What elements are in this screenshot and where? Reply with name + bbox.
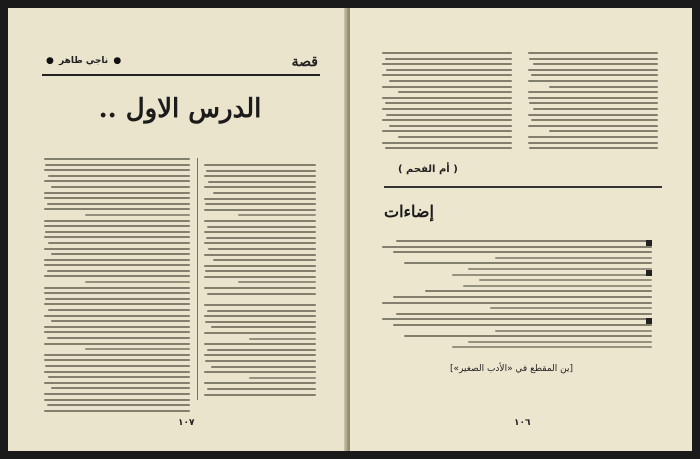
text-line xyxy=(44,303,190,305)
text-line xyxy=(205,360,316,362)
text-line xyxy=(204,242,316,244)
text-line xyxy=(48,376,190,378)
text-line xyxy=(44,264,190,266)
text-line xyxy=(528,125,658,127)
bullet-icon xyxy=(646,270,652,276)
text-line xyxy=(208,248,316,250)
text-line xyxy=(382,86,512,88)
text-line xyxy=(528,142,658,144)
text-line xyxy=(44,326,190,328)
text-line xyxy=(204,371,316,373)
text-line xyxy=(425,290,652,292)
text-line xyxy=(382,142,512,144)
text-line xyxy=(45,164,190,166)
text-line xyxy=(204,220,316,222)
text-line xyxy=(468,341,652,343)
text-line xyxy=(51,320,190,322)
text-line xyxy=(468,268,652,270)
text-line xyxy=(204,332,316,334)
section-heading: إضاءات xyxy=(384,202,434,221)
text-line xyxy=(51,186,190,188)
text-line xyxy=(386,69,512,71)
right-page-text-column-right xyxy=(528,52,658,153)
source-citation: [ين المقطع في «الأدب الصغير»] xyxy=(450,364,573,374)
text-line xyxy=(529,58,658,60)
right-page-text-column-left xyxy=(382,52,512,153)
text-line xyxy=(528,69,658,71)
text-line xyxy=(44,192,190,194)
text-line xyxy=(85,214,190,216)
text-line xyxy=(44,225,190,227)
text-line xyxy=(238,214,316,216)
text-line xyxy=(533,108,658,110)
text-line xyxy=(44,371,190,373)
text-line xyxy=(44,169,190,171)
text-line xyxy=(393,296,652,298)
text-line xyxy=(48,309,190,311)
bullet-icon: ● xyxy=(113,56,122,66)
text-line xyxy=(393,324,652,326)
text-line xyxy=(206,237,316,239)
text-line xyxy=(389,80,513,82)
column-divider xyxy=(197,158,198,400)
text-line xyxy=(44,292,190,294)
text-line xyxy=(549,86,658,88)
text-line xyxy=(207,310,316,312)
text-line xyxy=(528,97,658,99)
text-line xyxy=(204,175,316,177)
text-line xyxy=(206,170,316,172)
text-line xyxy=(208,181,316,183)
text-line xyxy=(528,80,658,82)
text-line xyxy=(44,343,190,345)
text-line xyxy=(495,257,652,259)
text-line xyxy=(531,119,658,121)
text-line xyxy=(382,52,512,54)
text-line xyxy=(44,331,190,333)
text-line xyxy=(204,343,316,345)
text-line xyxy=(204,354,316,356)
text-line xyxy=(204,198,316,200)
text-line xyxy=(549,130,658,132)
story-title: الدرس الاول .. xyxy=(98,94,262,124)
text-line xyxy=(393,251,652,253)
text-line xyxy=(238,281,316,283)
text-line xyxy=(44,180,190,182)
text-line xyxy=(204,265,316,267)
text-line xyxy=(204,209,316,211)
text-line xyxy=(382,119,512,121)
text-line xyxy=(44,382,190,384)
text-line xyxy=(44,248,190,250)
text-line xyxy=(51,387,190,389)
quote-reference: ( أم الفحم ) xyxy=(398,164,458,175)
text-line xyxy=(385,147,512,149)
text-line xyxy=(213,192,316,194)
text-line xyxy=(533,63,658,65)
text-line xyxy=(204,186,316,188)
text-line xyxy=(45,231,190,233)
author-name: ناجي طاهر xyxy=(59,56,109,66)
text-line xyxy=(204,164,316,166)
text-line xyxy=(249,377,316,379)
text-line xyxy=(44,208,190,210)
text-line xyxy=(531,74,658,76)
text-line xyxy=(85,348,190,350)
bullet-icon xyxy=(646,240,652,246)
left-page-text-column-right xyxy=(204,164,316,298)
text-line xyxy=(207,349,316,351)
text-line xyxy=(452,346,652,348)
text-line xyxy=(44,359,190,361)
text-line xyxy=(398,91,512,93)
text-line xyxy=(382,108,512,110)
text-line xyxy=(386,114,512,116)
text-line xyxy=(385,102,512,104)
author-byline xyxy=(44,56,123,66)
text-line xyxy=(528,52,658,54)
text-line xyxy=(204,276,316,278)
text-line xyxy=(495,330,652,332)
text-line xyxy=(382,74,512,76)
text-line xyxy=(204,382,316,384)
page-number: ١٠٧ xyxy=(178,418,195,428)
text-line xyxy=(396,313,653,315)
text-line xyxy=(204,304,316,306)
text-line xyxy=(44,393,190,395)
text-line xyxy=(47,404,190,406)
left-page-text-column-right-lower xyxy=(204,304,316,399)
book-spread xyxy=(8,8,692,451)
text-line xyxy=(44,275,190,277)
text-line xyxy=(47,203,190,205)
text-line xyxy=(207,388,316,390)
bullet-icon: ● xyxy=(46,56,54,66)
text-line xyxy=(479,279,652,281)
text-line xyxy=(404,262,652,264)
text-line xyxy=(207,293,316,295)
text-line xyxy=(44,354,190,356)
text-line xyxy=(44,410,190,412)
text-line xyxy=(452,274,652,276)
text-line xyxy=(528,114,658,116)
left-page-text-column-left xyxy=(44,158,190,415)
left-page xyxy=(8,8,348,451)
text-line xyxy=(463,285,652,287)
text-line xyxy=(389,125,513,127)
text-line xyxy=(490,307,652,309)
text-line xyxy=(211,366,316,368)
text-line xyxy=(204,254,316,256)
text-line xyxy=(44,236,190,238)
text-line xyxy=(44,399,190,401)
text-line xyxy=(396,240,653,242)
text-line xyxy=(528,136,658,138)
text-line xyxy=(44,197,190,199)
text-line xyxy=(204,394,316,396)
text-line xyxy=(382,97,512,99)
text-line xyxy=(48,175,190,177)
text-line xyxy=(207,226,316,228)
right-page-body-text xyxy=(382,240,652,352)
text-line xyxy=(382,302,652,304)
text-line xyxy=(249,338,316,340)
text-line xyxy=(385,58,512,60)
text-line xyxy=(204,231,316,233)
text-line xyxy=(205,270,316,272)
text-line xyxy=(382,318,652,320)
text-line xyxy=(45,365,190,367)
bullet-icon xyxy=(646,318,652,324)
text-line xyxy=(47,337,190,339)
text-line xyxy=(51,253,190,255)
text-line xyxy=(404,335,652,337)
text-line xyxy=(529,102,658,104)
text-line xyxy=(45,298,190,300)
text-line xyxy=(382,246,652,248)
text-line xyxy=(382,130,512,132)
text-line xyxy=(44,259,190,261)
section-rule xyxy=(384,186,662,188)
text-line xyxy=(398,136,512,138)
page-number: ١٠٦ xyxy=(514,418,531,428)
text-line xyxy=(44,315,190,317)
text-line xyxy=(213,259,316,261)
text-line xyxy=(44,158,190,160)
text-line xyxy=(529,147,658,149)
text-line xyxy=(47,270,190,272)
text-line xyxy=(211,326,316,328)
section-label: قصة xyxy=(291,54,318,70)
text-line xyxy=(528,91,658,93)
right-page xyxy=(350,8,692,451)
text-line xyxy=(44,220,190,222)
text-line xyxy=(382,63,512,65)
text-line xyxy=(205,203,316,205)
text-line xyxy=(85,281,190,283)
text-line xyxy=(204,315,316,317)
text-line xyxy=(204,287,316,289)
text-line xyxy=(44,287,190,289)
text-line xyxy=(48,242,190,244)
header-rule xyxy=(42,74,320,76)
text-line xyxy=(205,321,316,323)
